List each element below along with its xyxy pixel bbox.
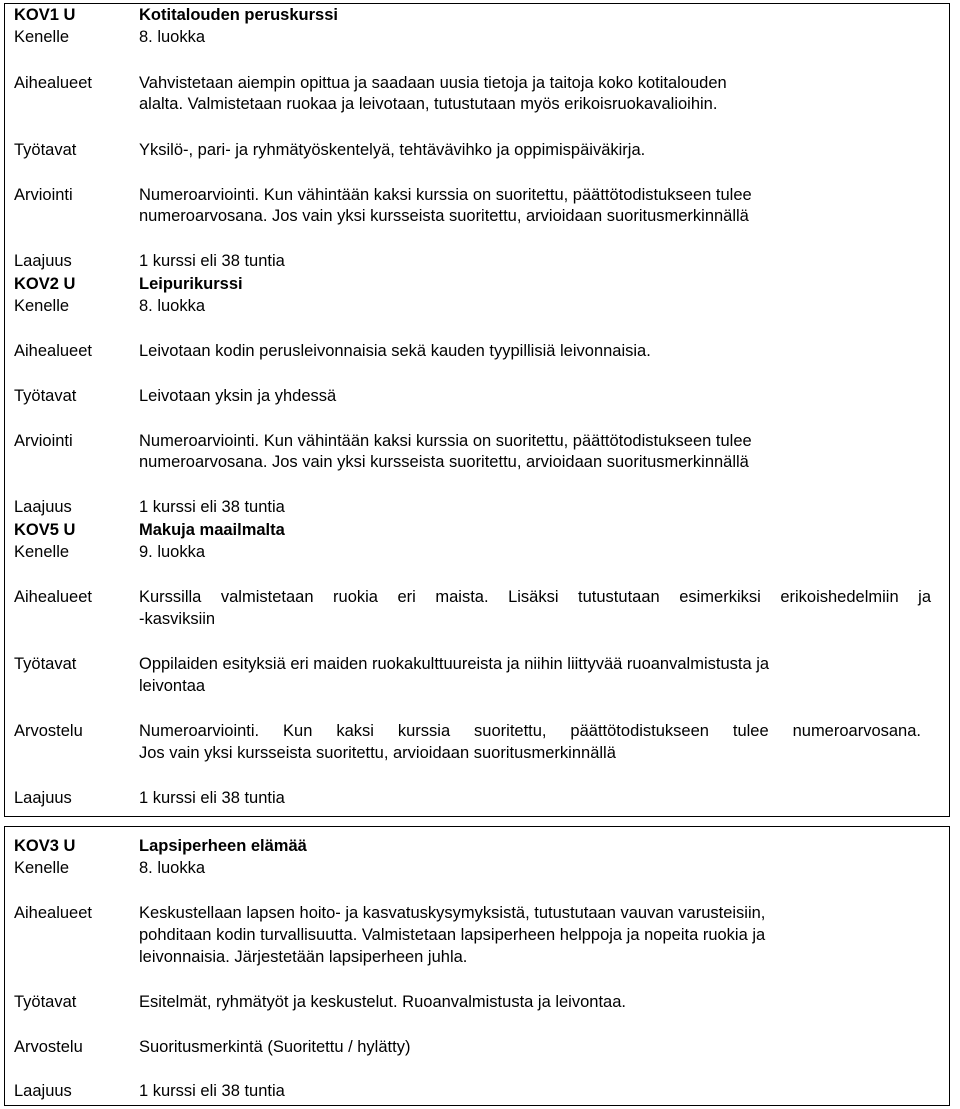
for-label: Kenelle bbox=[14, 859, 70, 877]
course-code: KOV5 U bbox=[14, 521, 76, 539]
assessment-text: Numeroarviointi. Kun vähintään kaksi kurssia on suoritettu, päättötodistukseen tulee bbox=[139, 432, 752, 450]
topics-text: pohditaan kodin turvallisuutta. Valmistetaan lapsiperheen helppoja ja nopeita ruokia ja bbox=[139, 926, 766, 944]
assessment-label: Arviointi bbox=[14, 186, 73, 204]
course-title: Makuja maailmalta bbox=[139, 521, 285, 539]
assessment-text: Suoritusmerkintä (Suoritettu / hylätty) bbox=[139, 1038, 411, 1056]
topics-text: Vahvistetaan aiempin opittua ja saadaan uusia tietoja ja taitoja koko kotitalouden bbox=[139, 74, 727, 92]
assessment-text: Numeroarviointi. Kun vähintään kaksi kurssia on suoritettu, päättötodistukseen tulee bbox=[139, 186, 752, 204]
methods-label: Työtavat bbox=[14, 387, 77, 405]
assessment-text: numeroarvosana. Jos vain yksi kursseista suoritettu, arvioidaan suoritusmerkinnällä bbox=[139, 453, 749, 471]
scope-text: 1 kurssi eli 38 tuntia bbox=[139, 1082, 285, 1100]
topics-text: leivonnaisia. Järjestetään lapsiperheen juhla. bbox=[139, 948, 468, 966]
topics-text: alalta. Valmistetaan ruokaa ja leivotaan, tutustutaan myös erikoisruokavalioihin. bbox=[139, 95, 718, 113]
topics-text: Leivotaan kodin perusleivonnaisia sekä kauden tyypillisiä leivonnaisia. bbox=[139, 342, 651, 360]
scope-text: 1 kurssi eli 38 tuntia bbox=[139, 498, 285, 516]
topics-label: Aihealueet bbox=[14, 74, 92, 92]
methods-text: Leivotaan yksin ja yhdessä bbox=[139, 387, 337, 405]
methods-label: Työtavat bbox=[14, 655, 77, 673]
course-code: KOV3 U bbox=[14, 837, 76, 855]
course-title: Kotitalouden peruskurssi bbox=[139, 6, 338, 24]
assessment-text: Numeroarviointi. Kun kaksi kurssia suoritettu, päättötodistukseen tulee numeroarvosana. bbox=[139, 722, 921, 740]
course-code: KOV1 U bbox=[14, 6, 76, 24]
scope-label: Laajuus bbox=[14, 498, 72, 516]
course-grade: 9. luokka bbox=[139, 543, 206, 561]
course-grade: 8. luokka bbox=[139, 859, 206, 877]
scope-label: Laajuus bbox=[14, 252, 72, 270]
topics-label: Aihealueet bbox=[14, 904, 92, 922]
for-label: Kenelle bbox=[14, 543, 70, 561]
methods-label: Työtavat bbox=[14, 141, 77, 159]
scope-label: Laajuus bbox=[14, 1082, 72, 1100]
methods-label: Työtavat bbox=[14, 993, 77, 1011]
methods-text: Oppilaiden esityksiä eri maiden ruokakulttuureista ja niihin liittyvää ruoanvalmistusta ja bbox=[139, 655, 770, 673]
course-grade: 8. luokka bbox=[139, 28, 206, 46]
topics-text: Keskustellaan lapsen hoito- ja kasvatuskysymyksistä, tutustutaan vauvan varusteisiin, bbox=[139, 904, 766, 922]
course-title: Lapsiperheen elämää bbox=[139, 837, 307, 855]
assessment-text: Jos vain yksi kursseista suoritettu, arvioidaan suoritusmerkinnällä bbox=[139, 744, 616, 762]
scope-text: 1 kurssi eli 38 tuntia bbox=[139, 789, 285, 807]
topics-label: Aihealueet bbox=[14, 588, 92, 606]
methods-text: Yksilö-, pari- ja ryhmätyöskentelyä, tehtävävihko ja oppimispäiväkirja. bbox=[139, 141, 646, 159]
for-label: Kenelle bbox=[14, 28, 70, 46]
course-code: KOV2 U bbox=[14, 275, 76, 293]
assessment-label: Arvostelu bbox=[14, 722, 83, 740]
for-label: Kenelle bbox=[14, 297, 70, 315]
scope-label: Laajuus bbox=[14, 789, 72, 807]
topics-text: -kasviksiin bbox=[139, 610, 216, 628]
assessment-text: numeroarvosana. Jos vain yksi kursseista suoritettu, arvioidaan suoritusmerkinnällä bbox=[139, 207, 749, 225]
course-title: Leipurikurssi bbox=[139, 275, 243, 293]
methods-text: Esitelmät, ryhmätyöt ja keskustelut. Ruoanvalmistusta ja leivontaa. bbox=[139, 993, 626, 1011]
topics-label: Aihealueet bbox=[14, 342, 92, 360]
methods-text: leivontaa bbox=[139, 677, 206, 695]
assessment-label: Arvostelu bbox=[14, 1038, 83, 1056]
assessment-label: Arviointi bbox=[14, 432, 73, 450]
scope-text: 1 kurssi eli 38 tuntia bbox=[139, 252, 285, 270]
course-grade: 8. luokka bbox=[139, 297, 206, 315]
topics-text: Kurssilla valmistetaan ruokia eri maista. Lisäksi tutustutaan esimerkiksi erikoishedelmiin ja bbox=[139, 588, 931, 606]
